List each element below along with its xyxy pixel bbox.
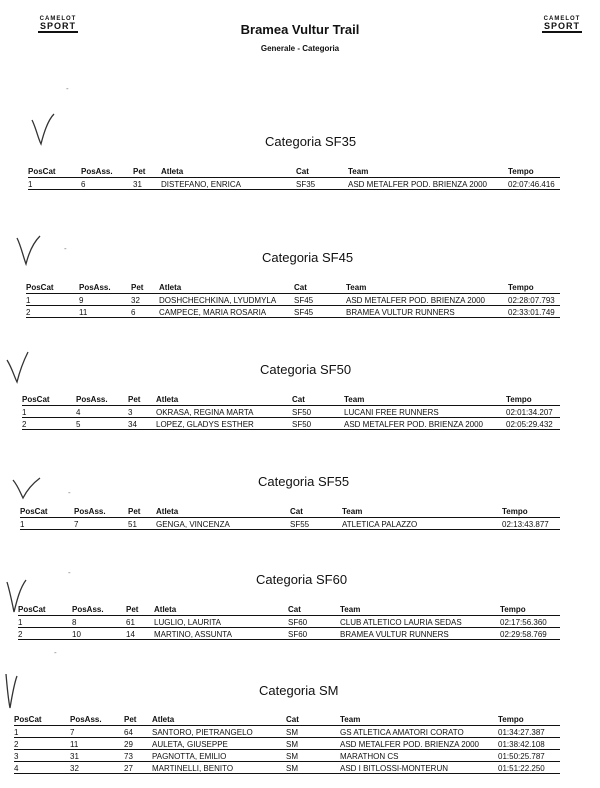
cell-atleta: MARTINELLI, BENITO — [152, 762, 286, 774]
category-title: Categoria SF55 — [258, 474, 350, 489]
pen-mark: - — [68, 488, 71, 497]
results-table — [28, 162, 560, 190]
cell-posass: 7 — [74, 518, 128, 530]
cell-poscat: 1 — [18, 616, 72, 628]
col-team: Team — [348, 162, 508, 178]
cell-tempo: 02:28:07.793 — [508, 294, 560, 306]
col-team: Team — [340, 600, 500, 616]
cell-tempo: 01:34:27.387 — [498, 726, 560, 738]
logo-bottom-text: SPORT — [543, 21, 580, 31]
cell-cat: SF45 — [294, 306, 346, 318]
col-poscat: PosCat — [14, 710, 70, 726]
col-tempo: Tempo — [508, 162, 560, 178]
cell-tempo: 02:13:43.877 — [502, 518, 560, 530]
cell-posass: 11 — [70, 738, 124, 750]
results-table — [18, 600, 560, 640]
cell-atleta: OKRASA, REGINA MARTA — [156, 406, 292, 418]
cell-posass: 5 — [76, 418, 128, 430]
col-pet: Pet — [124, 710, 152, 726]
page-subtitle: Generale - Categoria — [260, 44, 340, 53]
cell-team: ASD I BITLOSSI-MONTERUN — [340, 762, 498, 774]
cell-tempo: 02:33:01.749 — [508, 306, 560, 318]
table-header-row — [26, 278, 560, 294]
col-poscat: PosCat — [20, 502, 74, 518]
col-pet: Pet — [128, 502, 156, 518]
cell-team: ATLETICA PALAZZO — [342, 518, 502, 530]
col-pet: Pet — [131, 278, 159, 294]
cell-cat: SM — [286, 726, 340, 738]
cell-posass: 11 — [79, 306, 131, 318]
table-row — [18, 616, 560, 628]
col-poscat: PosCat — [28, 162, 81, 178]
cell-poscat: 2 — [26, 306, 79, 318]
cell-posass: 10 — [72, 628, 126, 640]
cell-pet: 29 — [124, 738, 152, 750]
cell-tempo: 01:51:22.250 — [498, 762, 560, 774]
col-cat: Cat — [292, 390, 344, 406]
table-row — [28, 178, 560, 190]
cell-poscat: 2 — [18, 628, 72, 640]
col-tempo: Tempo — [498, 710, 560, 726]
category-title: Categoria SF60 — [256, 572, 348, 587]
cell-tempo: 02:01:34.207 — [506, 406, 560, 418]
col-cat: Cat — [296, 162, 348, 178]
cell-posass: 31 — [70, 750, 124, 762]
col-atleta: Atleta — [161, 162, 296, 178]
cell-cat: SM — [286, 750, 340, 762]
table-row — [22, 406, 560, 418]
results-table — [14, 710, 560, 774]
table-header-row — [20, 502, 560, 518]
table-row — [22, 418, 560, 430]
cell-pet: 64 — [124, 726, 152, 738]
col-posass: PosAss. — [70, 710, 124, 726]
cell-atleta: GENGA, VINCENZA — [156, 518, 290, 530]
cell-pet: 61 — [126, 616, 154, 628]
table-row — [14, 762, 560, 774]
results-table — [22, 390, 560, 430]
cell-tempo: 02:29:58.769 — [500, 628, 560, 640]
logo-bottom-text: SPORT — [40, 21, 77, 31]
col-cat: Cat — [290, 502, 342, 518]
logo-top-text: CAMELOT — [543, 16, 581, 22]
cell-poscat: 1 — [20, 518, 74, 530]
cell-cat: SF50 — [292, 418, 344, 430]
cell-atleta: DISTEFANO, ENRICA — [161, 178, 296, 190]
cell-team: ASD METALFER POD. BRIENZA 2000 — [340, 738, 498, 750]
cell-posass: 32 — [70, 762, 124, 774]
cell-pet: 6 — [131, 306, 159, 318]
cell-poscat: 2 — [22, 418, 76, 430]
col-pet: Pet — [128, 390, 156, 406]
cell-posass: 8 — [72, 616, 126, 628]
col-team: Team — [344, 390, 506, 406]
cell-pet: 3 — [128, 406, 156, 418]
logo-top-text: CAMELOT — [39, 16, 77, 22]
col-tempo: Tempo — [502, 502, 560, 518]
col-posass: PosAss. — [81, 162, 133, 178]
results-table — [20, 502, 560, 530]
cell-pet: 73 — [124, 750, 152, 762]
col-tempo: Tempo — [508, 278, 560, 294]
cell-cat: SF60 — [288, 628, 340, 640]
cell-tempo: 02:07:46.416 — [508, 178, 560, 190]
table-row — [14, 726, 560, 738]
cell-poscat: 3 — [14, 750, 70, 762]
cell-poscat: 1 — [14, 726, 70, 738]
cell-team: MARATHON CS — [340, 750, 498, 762]
col-team: Team — [342, 502, 502, 518]
col-atleta: Atleta — [156, 390, 292, 406]
cell-pet: 51 — [128, 518, 156, 530]
handwritten-check-mark — [10, 472, 44, 502]
table-row — [14, 738, 560, 750]
page-title: Bramea Vultur Trail — [240, 22, 360, 37]
category-title: Categoria SF50 — [260, 362, 352, 377]
cell-atleta: AULETA, GIUSEPPE — [152, 738, 286, 750]
table-row — [20, 518, 560, 530]
cell-pet: 14 — [126, 628, 154, 640]
cell-poscat: 4 — [14, 762, 70, 774]
cell-poscat: 1 — [28, 178, 81, 190]
table-header-row — [18, 600, 560, 616]
results-table — [26, 278, 560, 318]
category-title: Categoria SM — [259, 683, 339, 698]
col-poscat: PosCat — [18, 600, 72, 616]
cell-posass: 9 — [79, 294, 131, 306]
col-atleta: Atleta — [159, 278, 294, 294]
cell-tempo: 01:50:25.787 — [498, 750, 560, 762]
cell-cat: SF45 — [294, 294, 346, 306]
col-atleta: Atleta — [156, 502, 290, 518]
handwritten-check-mark — [28, 112, 58, 148]
cell-cat: SF35 — [296, 178, 348, 190]
cell-atleta: DOSHCHECHKINA, LYUDMYLA — [159, 294, 294, 306]
cell-team: BRAMEA VULTUR RUNNERS — [346, 306, 508, 318]
table-header-row — [22, 390, 560, 406]
col-posass: PosAss. — [79, 278, 131, 294]
pen-mark: - — [66, 84, 69, 93]
cell-cat: SF55 — [290, 518, 342, 530]
cell-poscat: 1 — [22, 406, 76, 418]
col-poscat: PosCat — [22, 390, 76, 406]
cell-cat: SF50 — [292, 406, 344, 418]
cell-team: ASD METALFER POD. BRIENZA 2000 — [346, 294, 508, 306]
pen-mark: - — [68, 568, 71, 577]
category-title: Categoria SF35 — [265, 134, 357, 149]
cell-atleta: PAGNOTTA, EMILIO — [152, 750, 286, 762]
col-poscat: PosCat — [26, 278, 79, 294]
cell-team: BRAMEA VULTUR RUNNERS — [340, 628, 500, 640]
col-tempo: Tempo — [506, 390, 560, 406]
col-atleta: Atleta — [152, 710, 286, 726]
cell-atleta: MARTINO, ASSUNTA — [154, 628, 288, 640]
cell-pet: 31 — [133, 178, 161, 190]
cell-pet: 27 — [124, 762, 152, 774]
handwritten-check-mark — [14, 232, 44, 268]
col-team: Team — [346, 278, 508, 294]
col-pet: Pet — [126, 600, 154, 616]
col-cat: Cat — [294, 278, 346, 294]
col-posass: PosAss. — [76, 390, 128, 406]
cell-posass: 6 — [81, 178, 133, 190]
cell-atleta: LUGLIO, LAURITA — [154, 616, 288, 628]
cell-team: ASD METALFER POD. BRIENZA 2000 — [348, 178, 508, 190]
cell-atleta: LOPEZ, GLADYS ESTHER — [156, 418, 292, 430]
col-cat: Cat — [286, 710, 340, 726]
col-atleta: Atleta — [154, 600, 288, 616]
handwritten-check-mark — [4, 350, 34, 386]
cell-atleta: SANTORO, PIETRANGELO — [152, 726, 286, 738]
col-team: Team — [340, 710, 498, 726]
pen-mark: - — [64, 244, 67, 253]
cell-team: ASD METALFER POD. BRIENZA 2000 — [344, 418, 506, 430]
table-row — [14, 750, 560, 762]
table-row — [26, 306, 560, 318]
table-header-row — [14, 710, 560, 726]
cell-atleta: CAMPECE, MARIA ROSARIA — [159, 306, 294, 318]
col-posass: PosAss. — [72, 600, 126, 616]
table-row — [26, 294, 560, 306]
cell-posass: 4 — [76, 406, 128, 418]
cell-posass: 7 — [70, 726, 124, 738]
category-title: Categoria SF45 — [262, 250, 354, 265]
handwritten-check-mark — [2, 670, 22, 712]
table-header-row — [28, 162, 560, 178]
cell-tempo: 02:05:29.432 — [506, 418, 560, 430]
cell-cat: SM — [286, 738, 340, 750]
col-tempo: Tempo — [500, 600, 560, 616]
cell-poscat: 1 — [26, 294, 79, 306]
cell-poscat: 2 — [14, 738, 70, 750]
cell-tempo: 02:17:56.360 — [500, 616, 560, 628]
cell-team: CLUB ATLETICO LAURIA SEDAS — [340, 616, 500, 628]
cell-tempo: 01:38:42.108 — [498, 738, 560, 750]
cell-pet: 34 — [128, 418, 156, 430]
col-cat: Cat — [288, 600, 340, 616]
col-posass: PosAss. — [74, 502, 128, 518]
pen-mark: - — [54, 648, 57, 657]
cell-pet: 32 — [131, 294, 159, 306]
cell-team: LUCANI FREE RUNNERS — [344, 406, 506, 418]
col-pet: Pet — [133, 162, 161, 178]
cell-cat: SF60 — [288, 616, 340, 628]
cell-team: GS ATLETICA AMATORI CORATO — [340, 726, 498, 738]
table-row — [18, 628, 560, 640]
cell-cat: SM — [286, 762, 340, 774]
